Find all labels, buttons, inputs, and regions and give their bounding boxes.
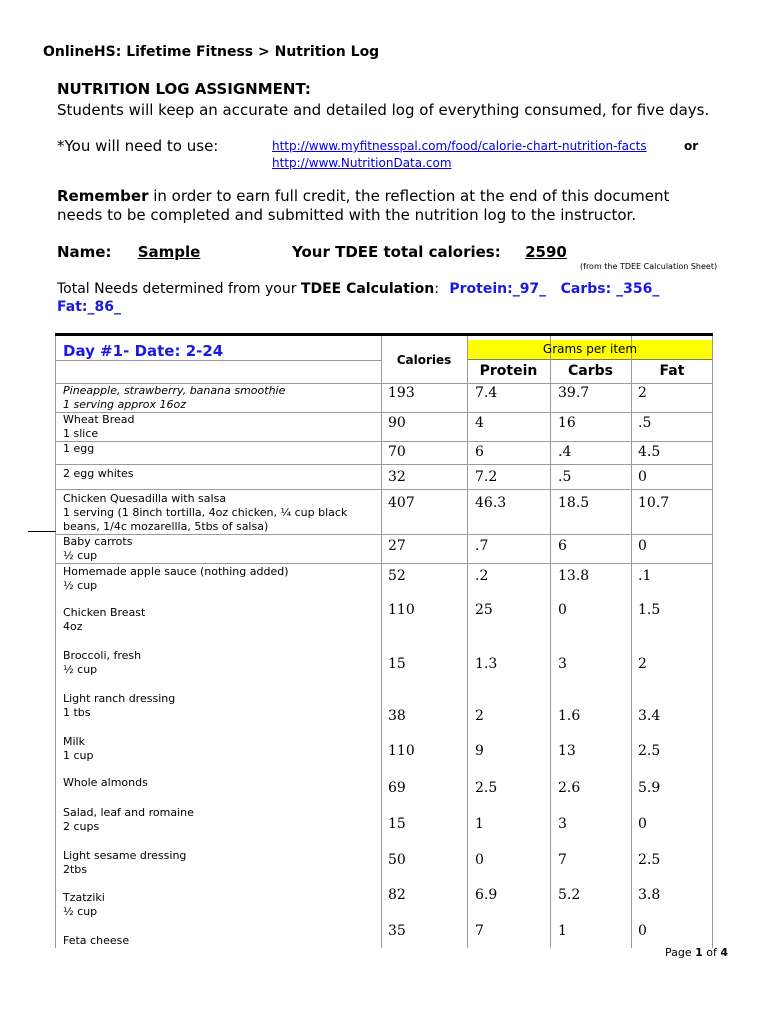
column-divider-calories — [381, 336, 382, 948]
food-name: Whole almonds — [63, 776, 148, 789]
calories-value: 90 — [388, 415, 406, 431]
carbs-value: 6 — [558, 538, 567, 554]
or-text: or — [684, 139, 699, 153]
fat-value: 0 — [638, 923, 647, 939]
calories-value: 70 — [388, 444, 406, 460]
carbs-value: 7 — [558, 852, 567, 868]
protein-value: 2.5 — [475, 780, 498, 796]
food-serving: 1 slice — [63, 427, 99, 440]
tdee-note: (from the TDEE Calculation Sheet) — [580, 262, 718, 271]
food-serving: ½ cup — [63, 579, 98, 592]
protein-value: 46.3 — [475, 495, 507, 511]
margin-line — [28, 531, 56, 532]
row-divider — [55, 441, 713, 442]
food-name: Light ranch dressing — [63, 692, 176, 705]
food-serving: 1 serving approx 16oz — [63, 398, 186, 411]
fat-value: 2 — [638, 385, 647, 401]
document-header: OnlineHS: Lifetime Fitness > Nutrition Log — [43, 44, 380, 60]
assignment-heading: NUTRITION LOG ASSIGNMENT: — [57, 80, 311, 98]
fat-value: 1.5 — [638, 602, 661, 618]
carbs-value: .5 — [558, 469, 572, 485]
carbs-value: 16 — [558, 415, 576, 431]
tdee-value: 2590 — [525, 243, 567, 261]
use-label: *You will need to use: — [57, 137, 219, 155]
carbs-value: 2.6 — [558, 780, 581, 796]
calories-value: 35 — [388, 923, 406, 939]
column-divider-protein — [467, 336, 468, 948]
protein-value: 2 — [475, 708, 484, 724]
myfitnesspal-link[interactable]: http://www.myfitnesspal.com/food/calorie-chart-nutrition-facts — [272, 139, 647, 153]
food-item — [63, 384, 285, 412]
food-serving: ½ cup — [63, 663, 98, 676]
calories-header: Calories — [396, 353, 452, 367]
fat-value: 4.5 — [638, 444, 661, 460]
carbs-value: 1.6 — [558, 708, 581, 724]
tdee-label: Your TDEE total calories: — [292, 243, 501, 261]
protein-value: .2 — [475, 568, 489, 584]
page-prefix: Page — [665, 946, 696, 959]
fat-value: 2.5 — [638, 743, 661, 759]
protein-value: 25 — [475, 602, 493, 618]
food-name: Wheat Bread — [63, 413, 135, 426]
carbs-value: 13 — [558, 743, 576, 759]
protein-value: 1 — [475, 816, 484, 832]
food-item — [63, 735, 94, 763]
food-item — [63, 649, 141, 677]
remember-bold: Remember — [57, 187, 149, 205]
row-divider — [55, 534, 713, 535]
protein-value: 4 — [475, 415, 484, 431]
page-total: 4 — [720, 946, 729, 959]
table-border-left — [55, 336, 56, 948]
row-divider — [55, 489, 713, 490]
food-name: 2 egg whites — [63, 467, 134, 480]
name-value: Sample — [137, 243, 201, 261]
food-name: Chicken Quesadilla with salsa — [63, 492, 227, 505]
day-title: Day #1- Date: 2-24 — [63, 342, 224, 360]
remember-line-2: needs to be completed and submitted with the nutrition log to the instructor. — [57, 206, 637, 224]
nutritiondata-link[interactable]: http://www.NutritionData.com — [272, 156, 452, 170]
fat-value: 2 — [638, 656, 647, 672]
protein-value: 7.4 — [475, 385, 498, 401]
fat-value: 0 — [638, 816, 647, 832]
calories-value: 407 — [388, 495, 415, 511]
food-item — [63, 776, 148, 790]
nutrition-log-table — [55, 333, 713, 948]
food-item — [63, 442, 94, 456]
carbs-value: 39.7 — [558, 385, 590, 401]
fat-value: 10.7 — [638, 495, 670, 511]
food-item — [63, 891, 105, 919]
protein-header: Protein — [479, 363, 538, 379]
calories-value: 27 — [388, 538, 406, 554]
protein-value: 6 — [475, 444, 484, 460]
fat-header: Fat — [659, 363, 685, 379]
calories-value: 32 — [388, 469, 406, 485]
food-name: Milk — [63, 735, 85, 748]
carbs-value: 3 — [558, 656, 567, 672]
food-serving: 1 cup — [63, 749, 94, 762]
protein-need: Protein:_97_ — [449, 281, 547, 297]
protein-value: 7 — [475, 923, 484, 939]
carbs-need: Carbs: _356_ — [560, 281, 660, 297]
food-name: Homemade apple sauce (nothing added) — [63, 565, 289, 578]
row-divider — [55, 563, 713, 564]
calories-value: 15 — [388, 816, 406, 832]
page-of: of — [702, 946, 721, 959]
food-item — [63, 806, 194, 834]
food-serving: 1 tbs — [63, 706, 91, 719]
food-name: Feta cheese — [63, 934, 130, 947]
food-serving: 4oz — [63, 620, 83, 633]
remember-text-1: in order to earn full credit, the reflection at the end of this document — [148, 187, 670, 205]
food-serving: 1 serving (1 8inch tortilla, 4oz chicken, ¼ cup black — [63, 506, 348, 519]
food-item — [63, 467, 134, 481]
food-item — [63, 606, 145, 634]
needs-colon: : — [434, 281, 439, 297]
food-serving: 2 cups — [63, 820, 100, 833]
row-divider — [55, 464, 713, 465]
table-border-right — [712, 336, 713, 948]
carbs-value: 0 — [558, 602, 567, 618]
food-item — [63, 413, 134, 441]
food-name: Light sesame dressing — [63, 849, 187, 862]
name-label: Name: — [57, 243, 112, 261]
page-number — [665, 946, 728, 959]
calories-value: 50 — [388, 852, 406, 868]
food-item — [63, 492, 347, 534]
carbs-value: 5.2 — [558, 887, 581, 903]
food-name: Broccoli, fresh — [63, 649, 142, 662]
fat-value: 5.9 — [638, 780, 661, 796]
calories-value: 38 — [388, 708, 406, 724]
calories-value: 82 — [388, 887, 406, 903]
fat-value: .1 — [638, 568, 652, 584]
fat-value: .5 — [638, 415, 652, 431]
calories-value: 110 — [388, 743, 415, 759]
fat-value: 0 — [638, 469, 647, 485]
column-divider-fat — [631, 336, 632, 948]
total-needs-line — [57, 281, 659, 297]
fat-value: 0 — [638, 538, 647, 554]
food-item — [63, 849, 186, 877]
food-name: Pineapple, strawberry, banana smoothie — [63, 384, 286, 397]
food-serving: ½ cup — [63, 905, 98, 918]
food-name: Tzatziki — [63, 891, 105, 904]
needs-prefix: Total Needs determined from your — [57, 281, 301, 297]
day-title-underline — [55, 360, 381, 361]
protein-value: 1.3 — [475, 656, 498, 672]
fat-value: 3.4 — [638, 708, 661, 724]
food-name: Chicken Breast — [63, 606, 146, 619]
food-item — [63, 934, 129, 948]
food-serving: ½ cup — [63, 549, 98, 562]
food-item — [63, 535, 132, 563]
assignment-description: Students will keep an accurate and detailed log of everything consumed, for five days. — [57, 101, 710, 119]
row-divider — [55, 412, 713, 413]
calories-value: 69 — [388, 780, 406, 796]
protein-value: 6.9 — [475, 887, 498, 903]
calories-value: 15 — [388, 656, 406, 672]
fat-value: 2.5 — [638, 852, 661, 868]
food-serving: 2tbs — [63, 863, 88, 876]
calories-value: 52 — [388, 568, 406, 584]
carbs-value: .4 — [558, 444, 572, 460]
carbs-value: 13.8 — [558, 568, 590, 584]
carbs-value: 18.5 — [558, 495, 590, 511]
protein-value: 9 — [475, 743, 484, 759]
food-item — [63, 565, 289, 593]
grams-header: Grams per item — [542, 342, 638, 356]
food-item — [63, 692, 175, 720]
carbs-value: 1 — [558, 923, 567, 939]
protein-value: .7 — [475, 538, 489, 554]
fat-need: Fat:_86_ — [57, 299, 121, 315]
food-name: Salad, leaf and romaine — [63, 806, 194, 819]
protein-value: 0 — [475, 852, 484, 868]
remember-line-1 — [57, 187, 669, 205]
calories-value: 193 — [388, 385, 415, 401]
needs-bold: TDEE Calculation — [300, 281, 435, 297]
food-name: 1 egg — [63, 442, 95, 455]
fat-value: 3.8 — [638, 887, 661, 903]
column-divider-carbs — [550, 336, 551, 948]
food-name: Baby carrots — [63, 535, 133, 548]
carbs-value: 3 — [558, 816, 567, 832]
protein-value: 7.2 — [475, 469, 498, 485]
carbs-header: Carbs — [568, 363, 613, 379]
page-num: 1 — [695, 946, 703, 959]
food-serving-detail: beans, 1/4c mozarellla, 5tbs of salsa) — [63, 520, 269, 533]
calories-value: 110 — [388, 602, 415, 618]
